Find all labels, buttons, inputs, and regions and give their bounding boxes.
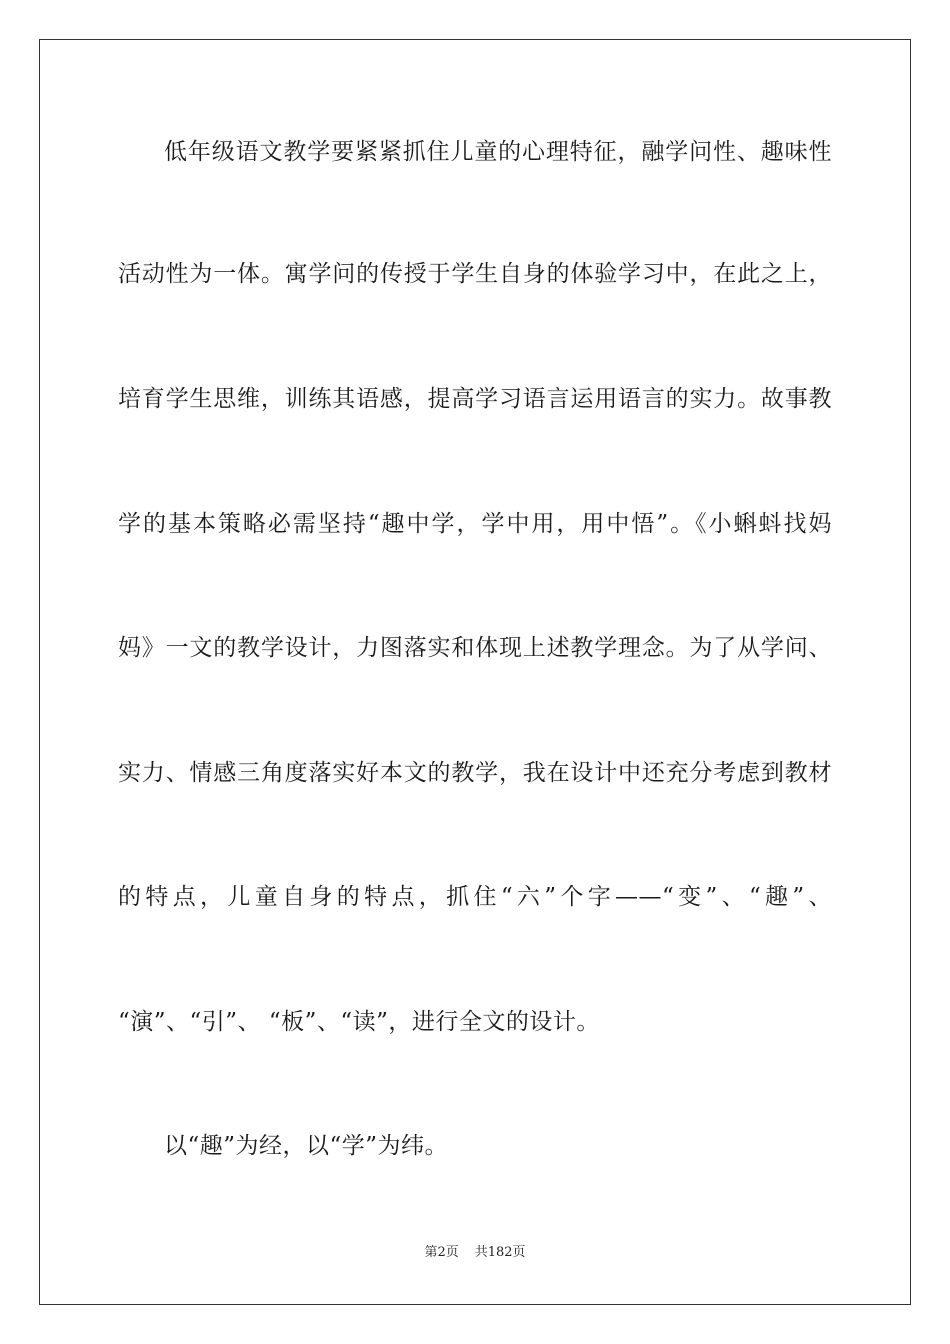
paragraph-line-7: 的特点，儿童自身的特点，抓住“六”个字——“变”、“趣”、: [118, 884, 832, 910]
paragraph-line-2: 活动性为一体。寓学问的传授于学生自身的体验学习中，在此之上，: [118, 261, 832, 287]
page-footer: [0, 1244, 950, 1262]
paragraph-line-4: 学的基本策略必需坚持“趣中学，学中用，用中悟”。《小蝌蚪找妈: [118, 511, 832, 537]
paragraph-line-1: 低年级语文教学要紧紧抓住儿童的心理特征，融学问性、趣味性: [164, 139, 832, 165]
paragraph-line-3: 培育学生思维，训练其语感，提高学习语言运用语言的实力。故事教: [118, 386, 832, 412]
paragraph-line-5: 妈》一文的教学设计，力图落实和体现上述教学理念。为了从学问、: [118, 635, 832, 661]
page-border: [39, 39, 911, 1305]
paragraph-line-8: “演”、“引”、 “板”、“读”，进行全文的设计。: [118, 1009, 600, 1035]
paragraph-line-9: 以“趣”为经，以“学”为纬。: [164, 1133, 449, 1159]
page-number-current: 第2页: [424, 1245, 459, 1260]
paragraph-line-6: 实力、情感三角度落实好本文的教学，我在设计中还充分考虑到教材: [118, 760, 832, 786]
page-number-total: 共182页: [474, 1245, 526, 1260]
